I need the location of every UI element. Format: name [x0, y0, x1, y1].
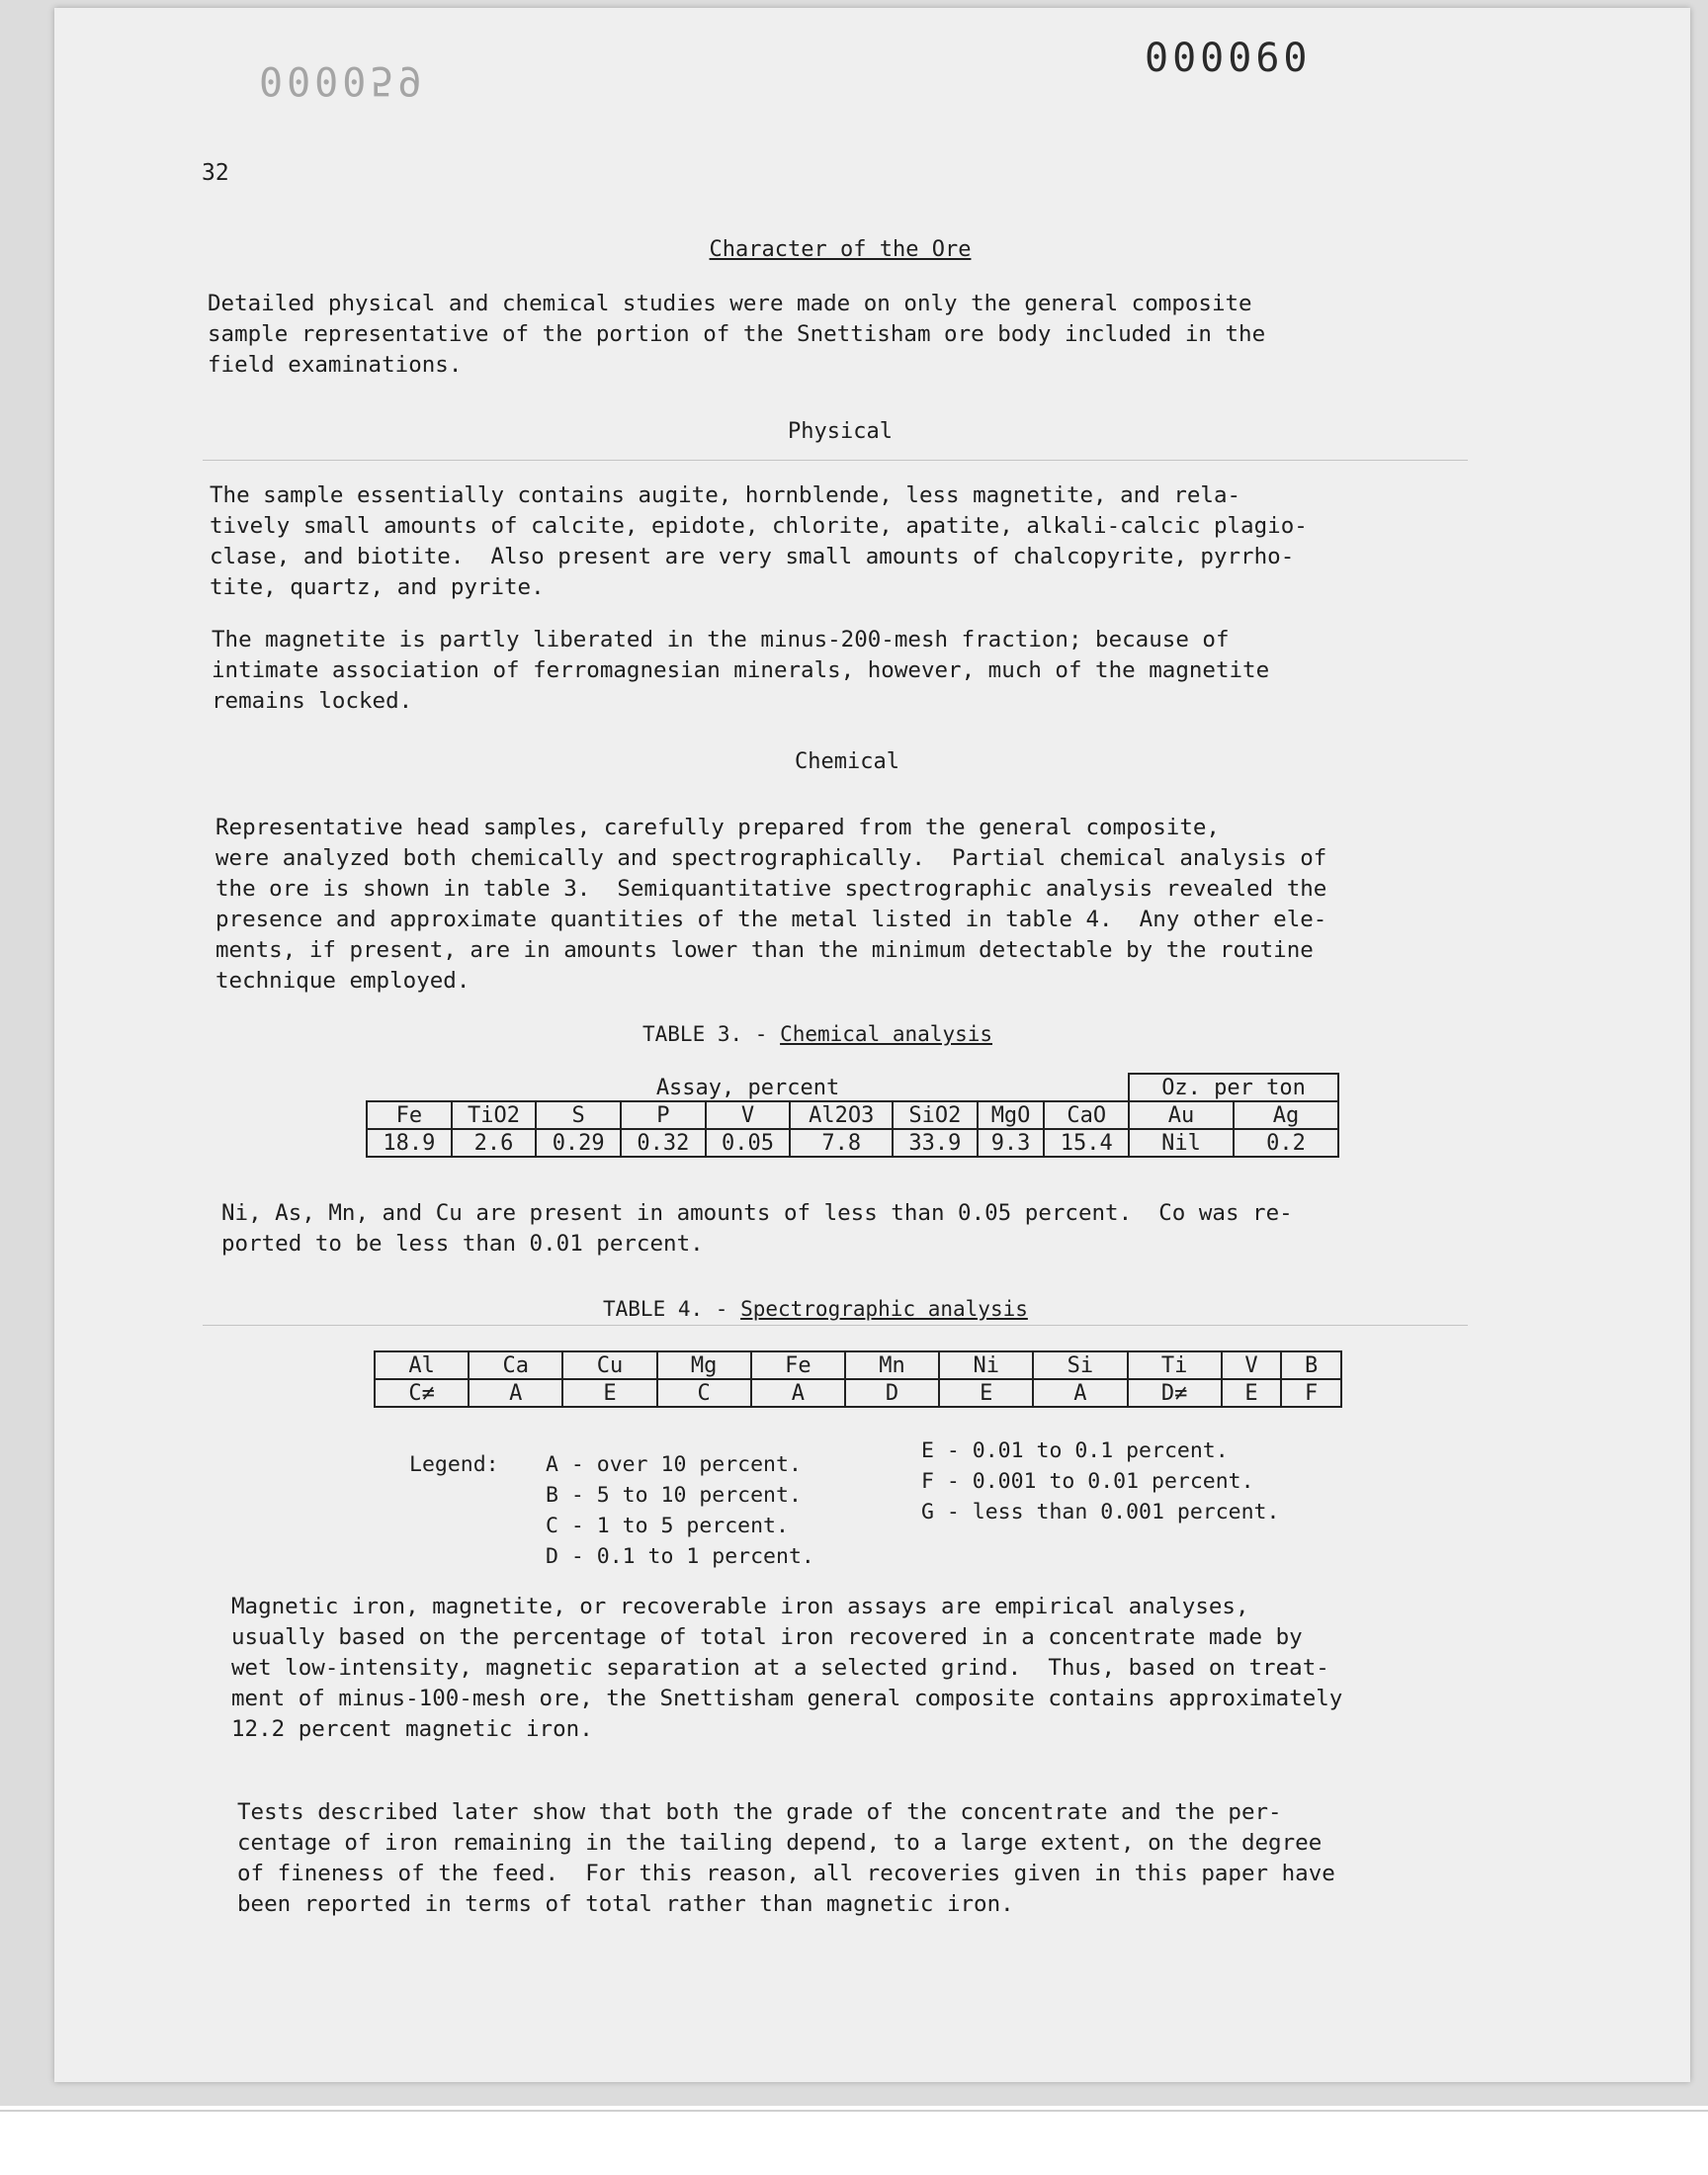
table-header-cell: SiO2: [893, 1101, 978, 1129]
table-cell: E: [562, 1379, 656, 1407]
chemical-paragraph: Representative head samples, carefully prepared from the general composite, were analyzed both chemically and spectrographically. Partial chemical analysis of the ore is shown in table 3. Semiquantitative spectrographic analysis revealed the presence and approximate quantities of the metal listed in table 4. Any other ele- ments, if present, are in amounts lower than the minimum detectable by the routine technique employed.: [215, 815, 1327, 994]
table-cell: 18.9: [367, 1129, 452, 1157]
table3-caption-prefix: TABLE 3. -: [642, 1022, 781, 1046]
table3-caption-title: Chemical analysis: [780, 1022, 993, 1046]
table-cell: D: [845, 1379, 939, 1407]
physical-paragraph-1: The sample essentially contains augite, hornblende, less magnetite, and rela- tively small amounts of calcite, epidote, chlorite, apatite, alkali-calcic plagio- clase, and biotite. Also present are very small amounts of chalcopyrite, pyrrho- tite, quartz, and pyrite.: [210, 482, 1308, 600]
table-cell: 0.05: [706, 1129, 791, 1157]
table-cell: 0.32: [621, 1129, 706, 1157]
table3-note: Ni, As, Mn, and Cu are present in amounts of less than 0.05 percent. Co was re- ported to be less than 0.01 percent.: [221, 1200, 1293, 1257]
section-title: Character of the Ore: [709, 237, 972, 262]
table-header-cell: Cu: [562, 1351, 656, 1379]
tests-paragraph: Tests described later show that both the grade of the concentrate and the per- centage of iron remaining in the tailing depend, to a large extent, on the degree of fineness of the feed. For this reason, all recoveries given in this paper have been reported in terms of total rather than magnetic iron.: [237, 1799, 1335, 1917]
table-header-row: [367, 1101, 1338, 1129]
table-header-cell: Mn: [845, 1351, 939, 1379]
table-group-row: [367, 1074, 1338, 1101]
bleed-rule: [203, 460, 1468, 461]
table-header-cell: Al2O3: [790, 1101, 893, 1129]
table-header-cell: B: [1281, 1351, 1341, 1379]
table-cell: 2.6: [452, 1129, 537, 1157]
table-header-cell: Ag: [1234, 1101, 1338, 1129]
table-row: [375, 1379, 1341, 1407]
legend-column-2: E - 0.01 to 0.1 percent. F - 0.001 to 0.01 percent. G - less than 0.001 percent.: [921, 1438, 1280, 1524]
table-cell: E: [939, 1379, 1033, 1407]
table-cell: E: [1222, 1379, 1282, 1407]
table3-chemical-analysis: [366, 1073, 1339, 1158]
table-cell: 15.4: [1044, 1129, 1129, 1157]
table-cell: 0.2: [1234, 1129, 1338, 1157]
table-header-cell: V: [706, 1101, 791, 1129]
magnetic-iron-paragraph: Magnetic iron, magnetite, or recoverable iron assays are empirical analyses, usually based on the percentage of total iron recovered in a concentrate made by wet low-intensity, magnetic separation at a selected grind. Thus, based on treat- ment of minus-100-mesh ore, the Snettisham general composite contains approximately 12.2 percent magnetic iron.: [231, 1594, 1343, 1742]
table-cell: Nil: [1129, 1129, 1234, 1157]
legend-column-1: A - over 10 percent. B - 5 to 10 percent. C - 1 to 5 percent. D - 0.1 to 1 percent.: [546, 1452, 814, 1569]
table-cell: A: [1033, 1379, 1127, 1407]
table-header-cell: Fe: [367, 1101, 452, 1129]
table-header-cell: Si: [1033, 1351, 1127, 1379]
table-header-cell: V: [1222, 1351, 1282, 1379]
table4-caption-prefix: TABLE 4. -: [603, 1297, 741, 1321]
table4-caption-title: Spectrographic analysis: [740, 1297, 1028, 1321]
table-header-row: [375, 1351, 1341, 1379]
physical-paragraph-2: The magnetite is partly liberated in the minus-200-mesh fraction; because of intimate association of ferromagnesian minerals, however, much of the magnetite remains locked.: [212, 627, 1270, 714]
legend-label: Legend:: [409, 1452, 499, 1477]
table-cell: 7.8: [790, 1129, 893, 1157]
table-cell: C≠: [375, 1379, 469, 1407]
table-cell: 0.29: [536, 1129, 621, 1157]
scan-edge: [0, 2110, 1708, 2112]
table3-caption: [642, 1022, 992, 1046]
table-header-cell: Ti: [1128, 1351, 1222, 1379]
page-number: 32: [202, 160, 229, 186]
stamp-number: 000060: [1145, 36, 1312, 81]
table3-group-oz: Oz. per ton: [1129, 1074, 1338, 1101]
table-cell: D≠: [1128, 1379, 1222, 1407]
table-header-cell: Al: [375, 1351, 469, 1379]
table-header-cell: MgO: [978, 1101, 1045, 1129]
table-cell: A: [469, 1379, 562, 1407]
table-cell: A: [751, 1379, 845, 1407]
table-cell: 9.3: [978, 1129, 1045, 1157]
stamp-number-ghost: 000059: [259, 57, 426, 103]
table-header-cell: TiO2: [452, 1101, 537, 1129]
table-header-cell: Fe: [751, 1351, 845, 1379]
table-header-cell: Au: [1129, 1101, 1234, 1129]
chemical-heading: Chemical: [795, 749, 899, 774]
table4-caption: [603, 1297, 1028, 1321]
intro-paragraph: Detailed physical and chemical studies were made on only the general composite sample representative of the portion of the Snettisham ore body included in the field examinations.: [208, 291, 1266, 378]
table4-spectrographic-analysis: [374, 1350, 1342, 1408]
bleed-rule: [203, 1325, 1468, 1326]
table-cell: C: [657, 1379, 751, 1407]
table-header-cell: P: [621, 1101, 706, 1129]
physical-heading: Physical: [788, 419, 893, 444]
table-header-cell: S: [536, 1101, 621, 1129]
table-header-cell: Mg: [657, 1351, 751, 1379]
table3-group-assay: Assay, percent: [367, 1074, 1129, 1101]
table-header-cell: Ni: [939, 1351, 1033, 1379]
table-header-cell: Ca: [469, 1351, 562, 1379]
table-cell: 33.9: [893, 1129, 978, 1157]
table-cell: F: [1281, 1379, 1341, 1407]
table-header-cell: CaO: [1044, 1101, 1129, 1129]
table-row: [367, 1129, 1338, 1157]
